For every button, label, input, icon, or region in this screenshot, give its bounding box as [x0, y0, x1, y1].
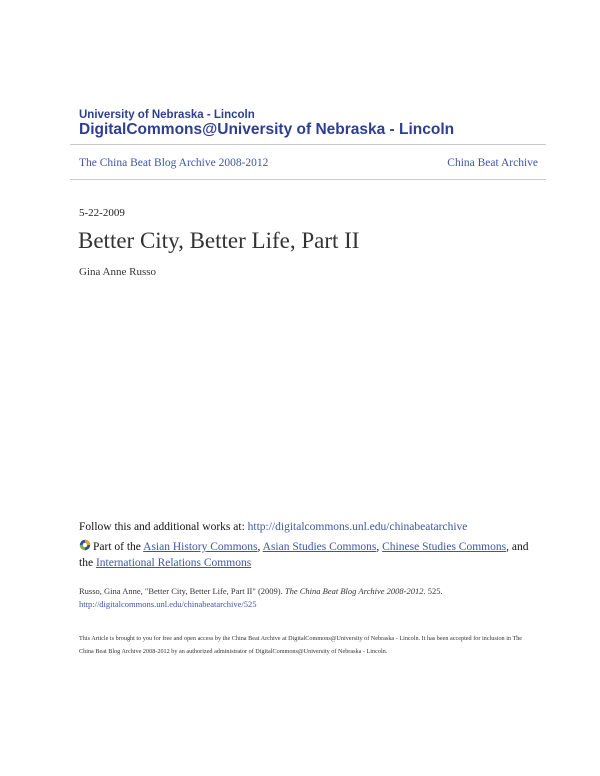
collection-link[interactable]: China Beat Archive: [447, 157, 538, 169]
citation-text: Russo, Gina Anne, "Better City, Better Life, Part II" (2009).: [79, 586, 285, 596]
header-rule-top: [70, 144, 546, 145]
follow-line: [79, 521, 467, 533]
separator: ,: [257, 541, 263, 553]
chinese-studies-commons-link[interactable]: Chinese Studies Commons: [382, 541, 507, 553]
header-rule-bottom: [70, 179, 546, 180]
network-icon: [79, 539, 91, 551]
separator: ,: [376, 541, 383, 553]
repository-name[interactable]: DigitalCommons@University of Nebraska - Lincoln: [79, 121, 455, 138]
article-title: Better City, Better Life, Part II: [78, 228, 360, 253]
series-title[interactable]: The China Beat Blog Archive 2008-2012: [79, 157, 269, 169]
part-of-prefix: Part of the: [93, 541, 144, 553]
international-relations-commons-link[interactable]: International Relations Commons: [95, 557, 252, 569]
follow-label: Follow this and additional works at:: [79, 521, 248, 533]
asian-history-commons-link[interactable]: Asian History Commons: [143, 541, 258, 553]
follow-link[interactable]: http://digitalcommons.unl.edu/chinabeatarchive: [247, 521, 468, 533]
citation-suffix: . 525.: [423, 586, 443, 596]
citation: [79, 585, 549, 611]
citation-url[interactable]: http://digitalcommons.unl.edu/chinabeatarchive/525: [79, 599, 257, 609]
article-author: Gina Anne Russo: [79, 266, 156, 278]
part-of-block: [79, 539, 549, 571]
asian-studies-commons-link[interactable]: Asian Studies Commons: [262, 541, 377, 553]
institution-name[interactable]: University of Nebraska - Lincoln: [79, 109, 255, 121]
citation-journal: The China Beat Blog Archive 2008-2012: [284, 586, 424, 596]
separator: , and: [506, 541, 529, 553]
part-of-joiner: the: [79, 557, 96, 569]
article-date: 5-22-2009: [79, 207, 125, 219]
access-notice: This Article is brought to you for free and open access by the China Beat Archive at DigitalCommons@University of Nebraska - Lincoln. It has been accepted for inclusion in The China Beat Blog Archive 2008-2012 by an authorized administrator of DigitalCommons@University of Nebraska - Lincoln.: [79, 635, 523, 655]
